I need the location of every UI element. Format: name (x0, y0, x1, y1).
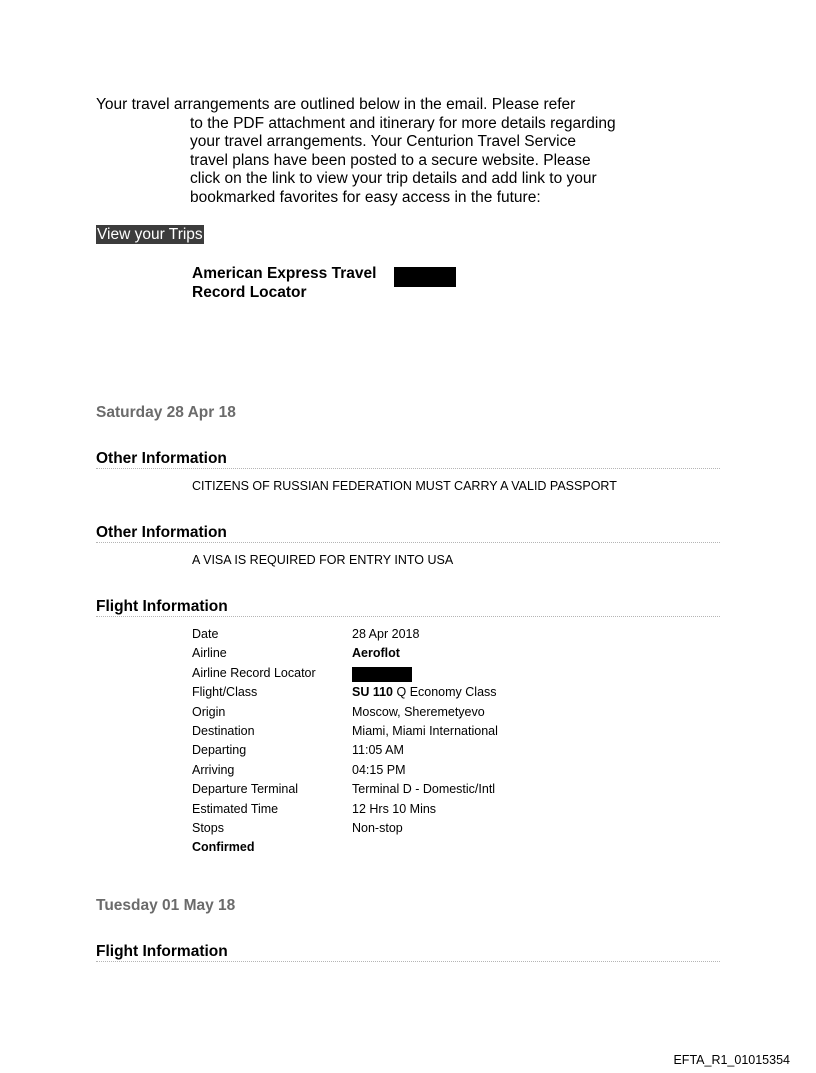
flight-information-section (96, 598, 720, 617)
intro-line: travel plans have been posted to a secure website. Please (190, 151, 591, 169)
field-value: Aeroflot (352, 646, 400, 661)
field-label: Origin (192, 704, 226, 719)
flight-row-destination (192, 722, 498, 741)
section-title: Flight Information (96, 943, 720, 962)
field-label: Estimated Time (192, 801, 279, 816)
view-your-trips-link[interactable]: View your Trips (97, 226, 203, 243)
flight-class: Q Economy Class (396, 685, 497, 700)
section-text: A VISA IS REQUIRED FOR ENTRY INTO USA (192, 553, 454, 567)
flight-row-date (192, 625, 498, 644)
field-label: Destination (192, 723, 255, 738)
section-title: Other Information (96, 524, 720, 543)
field-label: Flight/Class (192, 685, 258, 700)
status-label: Confirmed (192, 840, 255, 855)
locator-label-line2: Record Locator (192, 284, 307, 301)
day-heading: Tuesday 01 May 18 (96, 897, 236, 914)
day-heading: Saturday 28 Apr 18 (96, 404, 236, 421)
intro-line: Your travel arrangements are outlined below in the email. Please refer (96, 96, 576, 113)
flight-row-origin (192, 703, 498, 722)
section-text: CITIZENS OF RUSSIAN FEDERATION MUST CARRY A VALID PASSPORT (192, 479, 617, 493)
section-title: Other Information (96, 450, 720, 469)
flight-row-departing (192, 741, 498, 760)
locator-label-line1: American Express Travel (192, 265, 377, 282)
flight-row-arriving (192, 761, 498, 780)
intro-paragraph (96, 96, 656, 207)
field-label: Stops (192, 820, 224, 835)
section-title: Flight Information (96, 598, 720, 617)
flight-information-section (96, 943, 720, 962)
flight-row-flight-class (192, 683, 498, 702)
other-information-section (96, 450, 720, 494)
field-value: 12 Hrs 10 Mins (352, 801, 437, 816)
flight-row-record-locator (192, 664, 498, 683)
field-value: Moscow, Sheremetyevo (352, 704, 485, 719)
intro-line: your travel arrangements. Your Centurion Travel Service (190, 133, 576, 150)
field-label: Airline (192, 646, 227, 661)
intro-line: to the PDF attachment and itinerary for more details regarding (190, 114, 616, 132)
field-value: Non-stop (352, 820, 403, 835)
flight-number: SU 110 (352, 685, 394, 700)
flight-details (192, 625, 498, 858)
document-id: EFTA_R1_01015354 (673, 1053, 790, 1067)
flight-row-terminal (192, 780, 498, 799)
field-value: Terminal D - Domestic/Intl (352, 782, 496, 797)
field-label: Departing (192, 743, 247, 758)
field-value: Miami, Miami International (352, 723, 498, 738)
redaction-box (352, 667, 412, 682)
field-label: Airline Record Locator (192, 665, 316, 680)
field-label: Date (192, 627, 219, 641)
field-value: 04:15 PM (352, 762, 406, 777)
redaction-box (394, 267, 456, 287)
flight-row-estimated-time (192, 800, 498, 819)
field-label: Arriving (192, 762, 235, 777)
field-label: Departure Terminal (192, 782, 299, 797)
other-information-section (96, 524, 720, 568)
flight-row-airline (192, 644, 498, 663)
intro-line: bookmarked favorites for easy access in the future: (190, 188, 541, 206)
intro-line: click on the link to view your trip details and add link to your (190, 170, 597, 187)
flight-row-status (192, 838, 498, 857)
amex-record-locator (192, 264, 376, 302)
flight-row-stops (192, 819, 498, 838)
field-value: 11:05 AM (352, 743, 404, 758)
field-value: 28 Apr 2018 (352, 627, 420, 641)
